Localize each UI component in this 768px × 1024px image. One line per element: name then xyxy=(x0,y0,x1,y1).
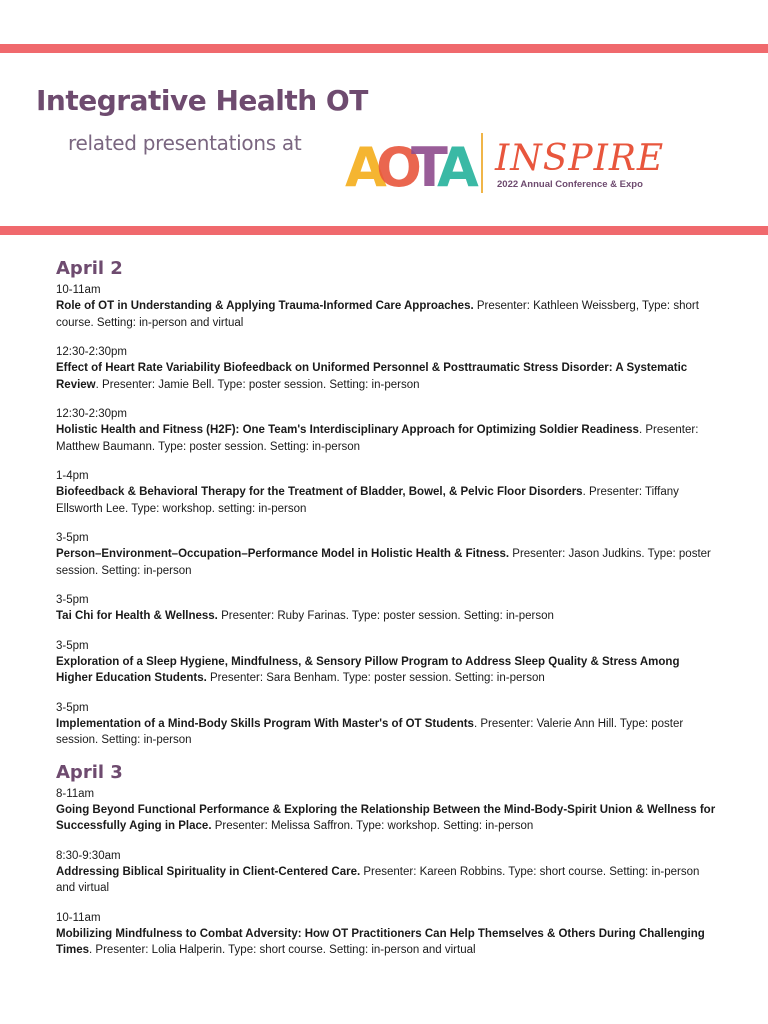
session-details: Presenter: Sara Benham. Type: poster session. Setting: in-person xyxy=(206,672,545,684)
session-title: Tai Chi for Health & Wellness. xyxy=(56,610,218,622)
session-description xyxy=(56,360,716,393)
session-time: 10-11am xyxy=(56,284,101,296)
session-item xyxy=(56,786,716,835)
session-time: 8:30-9:30am xyxy=(56,849,121,862)
session-details: Presenter: Kareen Robbins. Type: short course. Setting: in-person and virtual xyxy=(56,865,700,894)
session-details: . Presenter: Matthew Baumann. Type: poster session. Setting: in-person xyxy=(56,424,699,453)
session-title: Holistic Health and Fitness (H2F): One Team's Interdisciplinary Approach for Optimizing Soldier Readiness xyxy=(56,424,639,436)
page-subtitle: related presentations at xyxy=(68,131,302,155)
session-details: . Presenter: Jamie Bell. Type: poster session. Setting: in-person xyxy=(95,378,420,391)
session-description xyxy=(56,608,716,625)
session-description xyxy=(56,802,716,835)
session-description xyxy=(56,716,716,749)
session-details: Presenter: Kathleen Weissberg, Type: short course. Setting: in-person and virtual xyxy=(56,300,699,329)
top-accent-rule xyxy=(0,44,768,53)
session-item xyxy=(56,848,716,897)
session-title: Person–Environment–Occupation–Performance Model in Holistic Health & Fitness. xyxy=(56,548,510,560)
svg-text:INSPIRE: INSPIRE xyxy=(495,138,665,179)
session-description xyxy=(56,864,716,897)
session-details: Presenter: Ruby Farinas. Type: poster session. Setting: in-person xyxy=(217,610,554,622)
session-time: 12:30-2:30pm xyxy=(56,346,127,358)
session-description xyxy=(56,298,716,331)
session-details: Presenter: Jason Judkins. Type: poster session. Setting: in-person xyxy=(56,548,711,577)
session-title: Addressing Biblical Spirituality in Client-Centered Care. xyxy=(56,865,361,878)
schedule xyxy=(56,258,716,972)
session-item xyxy=(56,468,716,517)
session-title: Going Beyond Functional Performance & Exploring the Relationship Between the Mind-Body-Spirit Union & Wellness for Successfully Aging in Place. xyxy=(56,803,716,832)
session-description xyxy=(56,654,716,687)
session-item xyxy=(56,638,716,687)
session-item xyxy=(56,344,716,393)
session-title: Mobilizing Mindfulness to Combat Adversity: How OT Practitioners Can Help Themselves & Others During Challenging Times xyxy=(56,927,705,956)
svg-text:O: O xyxy=(376,136,422,199)
session-details: . Presenter: Valerie Ann Hill. Type: poster session. Setting: in-person xyxy=(56,717,684,746)
session-item xyxy=(56,700,716,749)
session-title: Biofeedback & Behavioral Therapy for the Treatment of Bladder, Bowel, & Pelvic Floor Disorders xyxy=(56,486,583,498)
session-description xyxy=(56,546,716,579)
page-title: Integrative Health OT xyxy=(36,84,368,117)
session-item xyxy=(56,592,716,625)
session-item xyxy=(56,910,716,959)
aota-inspire-logo xyxy=(345,130,665,199)
session-item xyxy=(56,282,716,331)
session-time: 3-5pm xyxy=(56,532,89,544)
session-time: 8-11am xyxy=(56,787,95,800)
day-heading: April 3 xyxy=(56,761,123,783)
session-time: 3-5pm xyxy=(56,639,89,652)
session-details: Presenter: Melissa Saffron. Type: workshop. Setting: in-person xyxy=(211,820,534,832)
session-description xyxy=(56,484,716,517)
session-details: . Presenter: Tiffany Ellsworth Lee. Type: workshop. setting: in-person xyxy=(56,486,679,515)
bottom-accent-rule xyxy=(0,226,768,235)
session-title: Effect of Heart Rate Variability Biofeedback on Uniformed Personnel & Posttraumatic Stress Disorder: A Systematic Review xyxy=(56,362,688,391)
svg-text:2022 Annual Conference & Expo: 2022 Annual Conference & Expo xyxy=(497,179,643,190)
session-description xyxy=(56,422,716,455)
session-title: Exploration of a Sleep Hygiene, Mindfulness, & Sensory Pillow Program to Address Sleep Quality & Stress Among Higher Education Students. xyxy=(56,655,680,684)
session-description xyxy=(56,926,716,959)
session-time: 3-5pm xyxy=(56,594,89,606)
session-item xyxy=(56,530,716,579)
day-heading: April 2 xyxy=(56,258,123,279)
session-details: . Presenter: Lolia Halperin. Type: short course. Setting: in-person and virtual xyxy=(89,944,476,956)
session-time: 12:30-2:30pm xyxy=(56,408,127,420)
session-item xyxy=(56,406,716,455)
session-time: 3-5pm xyxy=(56,701,89,714)
svg-text:A: A xyxy=(437,136,479,199)
svg-text:A: A xyxy=(345,136,387,199)
session-time: 10-11am xyxy=(56,911,101,924)
session-time: 1-4pm xyxy=(56,470,89,482)
session-title: Implementation of a Mind-Body Skills Program With Master's of OT Students xyxy=(56,717,474,730)
svg-text:T: T xyxy=(411,136,448,199)
session-title: Role of OT in Understanding & Applying Trauma-Informed Care Approaches. xyxy=(56,300,474,312)
